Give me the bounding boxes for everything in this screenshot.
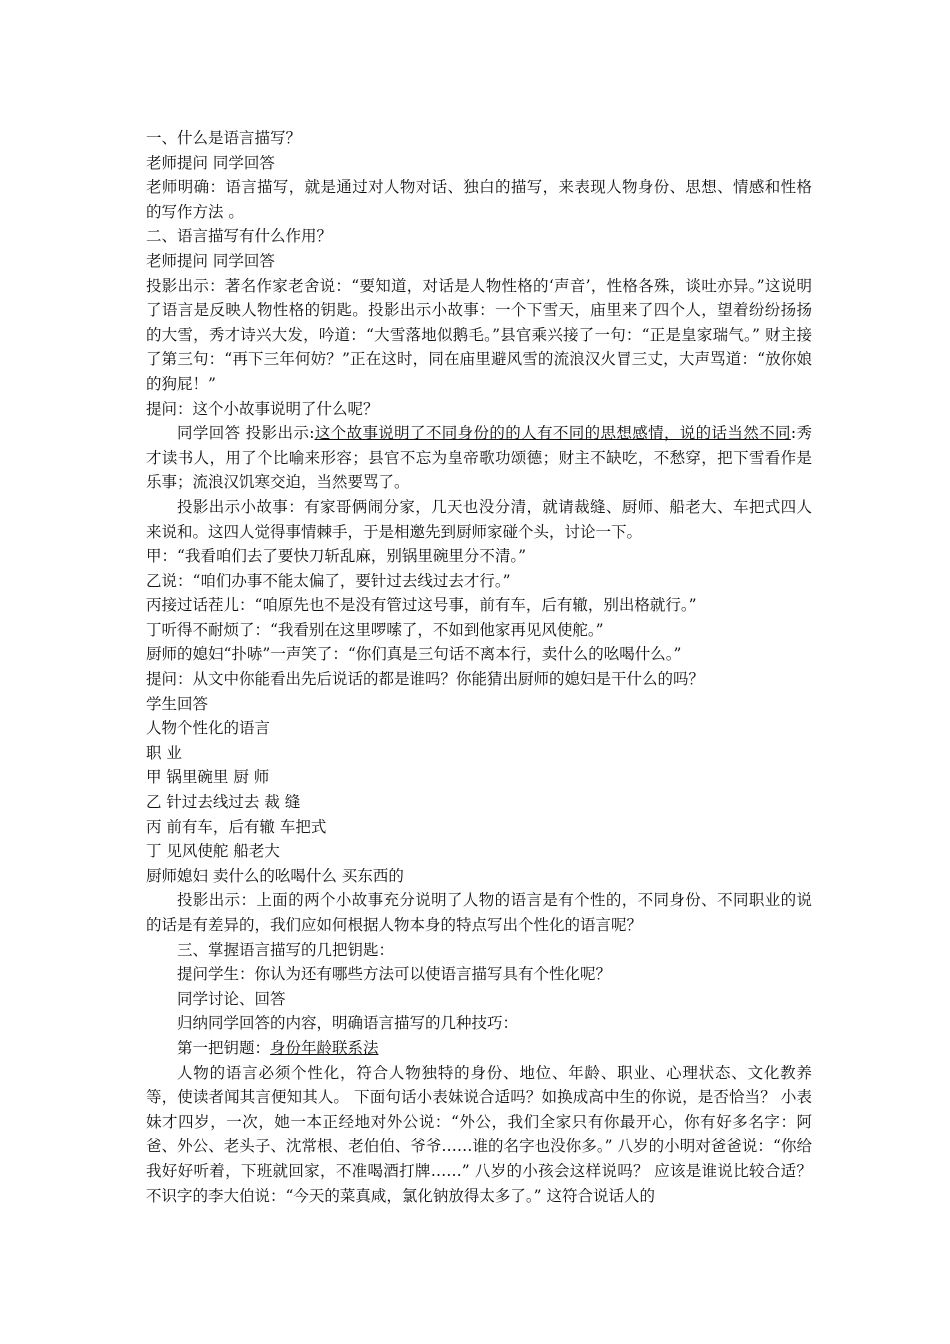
answer-prefix: 同学回答 投影出示: — [177, 424, 315, 443]
section-2-story: 投影出示：著名作家老舍说：“要知道，对话是人物性格的‘声音’，性格各殊，谈吐亦异。”这说明了语言是反映人物性格的钥匙。投影出示小故事：一个下雪天，庙里来了四个人，望着纷纷扬扬的大雪，秀才诗兴大发，吟道：“大雪落地似鹅毛。”县官乘兴接了一句：“正是皇家瑞气。” 财主接了第三句：“再下三年何妨？”正在这时，同在庙里避风雪的流浪汉火冒三丈，大声骂道：“放你娘的狗屁！” — [146, 276, 812, 393]
dialogue-bing: 丙接过话茬儿：“咱原先也不是没有管过这号事，前有车，后有辙，别出格就行。” — [146, 596, 697, 615]
document-page — [146, 126, 812, 1208]
table-header-1: 人物个性化的语言 — [146, 719, 271, 738]
dialogue-ding: 丁听得不耐烦了：“我看别在这里啰嗦了，不如到他家再见风使舵。” — [146, 620, 604, 639]
table-row: 丙 前有车，后有辙 车把式 — [146, 817, 327, 836]
section-2-answer — [146, 421, 812, 495]
section-1-definition: 老师明确：语言描写，就是通过对人物对话、独白的描写，来表现人物身份、思想、情感和性格的写作方法 。 — [146, 178, 812, 221]
answer-underlined: 这个故事说明了不同身份的的人有不同的思想感情，说的话当然不同 — [314, 424, 791, 443]
key-1-heading — [146, 1036, 812, 1061]
table-header-2: 职 业 — [146, 743, 182, 762]
answer-rest: :秀才读书人，用了个比喻来形容；县官不忘为皇帝歌功颂德；财主不缺吃，不愁穿，把下雪看作是乐事；流浪汉饥寒交迫，当然要骂了。 — [146, 424, 812, 492]
section-3-question: 提问学生：你认为还有哪些方法可以使语言描写具有个性化呢？ — [177, 965, 612, 984]
table-row: 丁 见风使舵 船老大 — [146, 842, 280, 861]
key-1-title: 身份年龄联系法 — [270, 1038, 379, 1057]
table-row: 乙 针过去线过去 裁 缝 — [146, 793, 301, 812]
section-2-story-2: 投影出示小故事：有家哥俩闹分家，几天也没分清，就请裁缝、厨师、船老大、车把式四人来说和。这四人觉得事情棘手，于是相邀先到厨师家碰个头，讨论一下。 — [146, 497, 812, 541]
section-3-title: 三、掌握语言描写的几把钥匙： — [177, 940, 395, 959]
key-1-prefix: 第一把钥题： — [177, 1038, 271, 1057]
section-1-title: 一、什么是语言描写？ — [146, 129, 302, 147]
section-2-title: 二、语言描写有什么作用？ — [146, 227, 333, 246]
section-2-ask: 老师提问 同学回答 — [146, 251, 275, 270]
section-2-question: 提问：这个小故事说明了什么呢？ — [146, 399, 379, 418]
projection-2: 投影出示：上面的两个小故事充分说明了人物的语言是有个性的，不同身份、不同职业的说的话是有差异的，我们应如何根据人物本身的特点写出个性化的语言呢？ — [146, 891, 812, 934]
key-1-body: 人物的语言必须个性化，符合人物独特的身份、地位、年龄、职业、心理状态、文化教养等，使读者闻其言便知其人。 下面句话小表妹说合适吗？如换成高中生的你说，是否恰当？ 小表妹才四岁，一次，她一本正经地对外公说：“外公，我们全家只有你最开心，你有好多名字：阿爸、外公、老头子、沈常根、老伯伯、爷爷……谁的名字也没你多。” 八岁的小明对爸爸说：“你给我好好听着，下班就回家，不准喝酒打牌……” 八岁的小孩会这样说吗？ 应该是谁说比较合适？ 不识字的李大伯说：“今天的菜真咸，氯化钠放得太多了。” 这符合说话人的 — [146, 1063, 812, 1205]
section-3-discussion: 同学讨论、回答 — [177, 989, 286, 1008]
question-2: 提问：从文中你能看出先后说话的都是谁吗？你能猜出厨师的媳妇是干什么的吗？ — [146, 670, 705, 689]
section-3-summary: 归纳同学回答的内容，明确语言描写的几种技巧： — [177, 1014, 519, 1033]
dialogue-wife: 厨师的媳妇“扑哧”一声笑了：“你们真是三句话不离本行，卖什么的吆喝什么。” — [146, 645, 682, 664]
dialogue-jia: 甲：“我看咱们去了要快刀斩乱麻，别锅里碗里分不清。” — [146, 547, 527, 566]
section-1-ask: 老师提问 同学回答 — [146, 153, 275, 172]
dialogue-yi: 乙说：“咱们办事不能太偏了，要针过去线过去才行。” — [146, 571, 511, 590]
student-answer: 学生回答 — [146, 694, 209, 713]
table-row: 厨师媳妇 卖什么的吆喝什么 买东西的 — [146, 866, 404, 885]
table-row: 甲 锅里碗里 厨 师 — [146, 768, 270, 787]
